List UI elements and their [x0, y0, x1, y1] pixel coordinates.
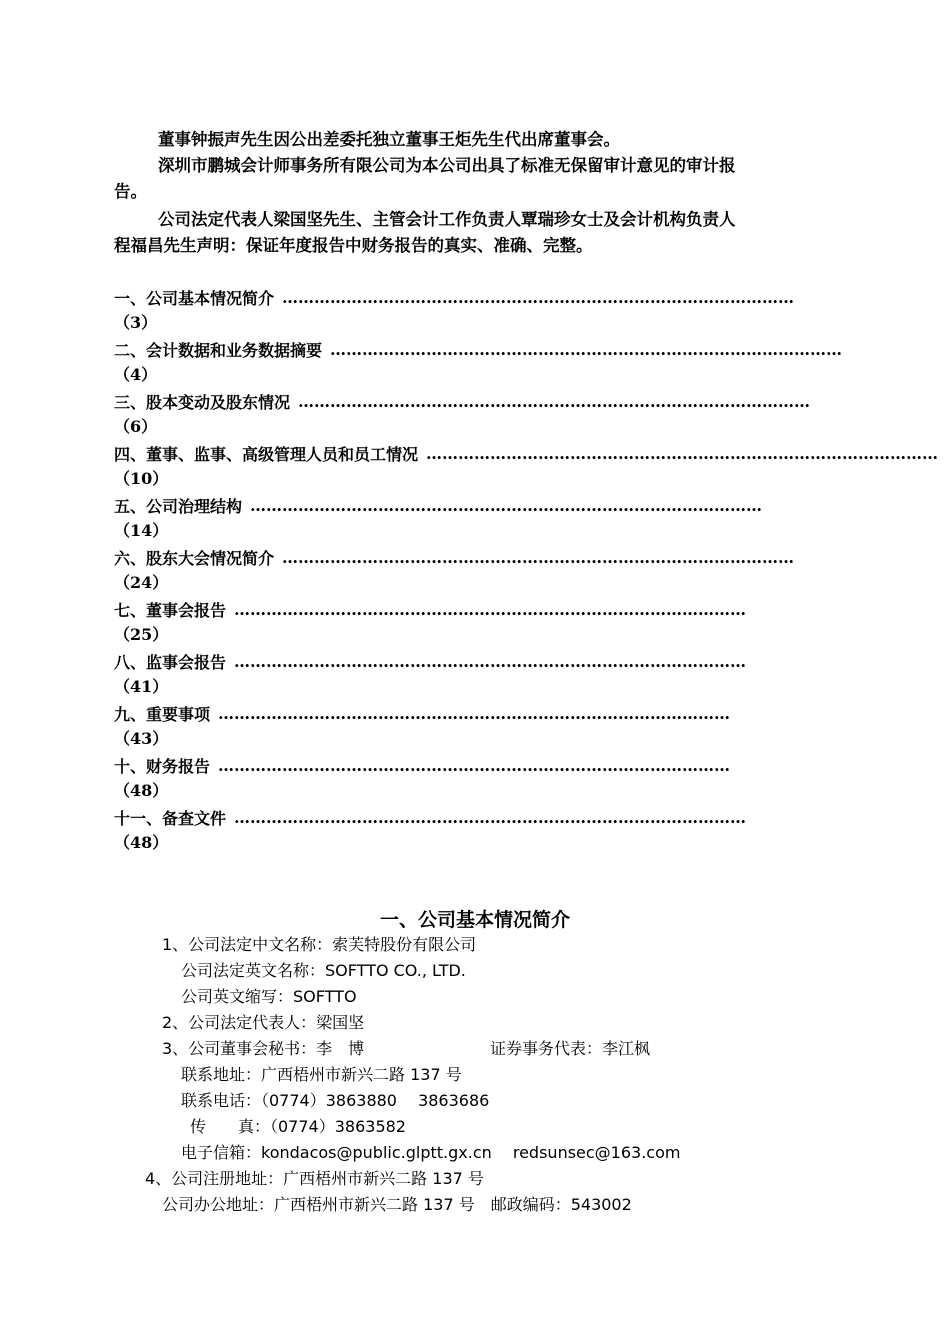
toc-leader-dots: …………………………………………………………………………………… [234, 651, 747, 671]
toc-leader-dots: …………………………………………………………………………………… [282, 287, 795, 307]
intro-line-2a: 深圳市鹏城会计师事务所有限公司为本公司出具了标准无保留审计意见的审计报 [158, 156, 736, 175]
intro-line-3b: 程福昌先生声明：保证年度报告中财务报告的真实、准确、完整。 [114, 236, 593, 255]
contact-phone: 联系电话：（0774）3863880 3863686 [181, 1091, 490, 1110]
company-english-abbr: 公司英文缩写：SOFTTO [181, 987, 357, 1006]
toc-page-number: （10） [114, 469, 169, 488]
toc-item[interactable] [114, 648, 834, 674]
toc-page-number: （6） [114, 417, 158, 436]
toc-page-number: （41） [114, 677, 169, 696]
toc-title: 三、股本变动及股东情况 [114, 392, 291, 412]
toc-page-number: （14） [114, 521, 169, 540]
toc-title: 九、重要事项 [114, 704, 211, 724]
toc-title: 十、财务报告 [114, 756, 211, 776]
toc-leader-dots: …………………………………………………………………………………… [330, 339, 843, 359]
toc-leader-dots: …………………………………………………………………………………… [234, 807, 747, 827]
toc-title: 五、公司治理结构 [114, 496, 243, 516]
company-english-name: 公司法定英文名称：SOFTTO CO., LTD. [181, 961, 466, 980]
toc-leader-dots: …………………………………………………………………………………… [234, 599, 747, 619]
toc-page-number: （24） [114, 573, 169, 592]
toc-leader-dots: …………………………………………………………………………………… [218, 703, 731, 723]
toc-page-number: （48） [114, 833, 169, 852]
toc-leader-dots: …………………………………………………………………………………… [426, 443, 939, 463]
intro-line-2b: 告。 [114, 182, 147, 201]
contact-address: 联系地址：广西梧州市新兴二路 137 号 [181, 1065, 462, 1084]
toc-leader-dots: …………………………………………………………………………………… [298, 391, 811, 411]
board-secretary: 3、公司董事会秘书：李 博 [162, 1039, 365, 1058]
legal-representative: 2、公司法定代表人：梁国坚 [162, 1013, 365, 1032]
toc-title: 八、监事会报告 [114, 652, 227, 672]
toc-leader-dots: …………………………………………………………………………………… [282, 547, 795, 567]
toc-title: 七、董事会报告 [114, 600, 227, 620]
section-heading: 一、公司基本情况简介 [379, 909, 570, 931]
toc-item[interactable] [114, 388, 834, 414]
office-address: 公司办公地址：广西梧州市新兴二路 137 号 邮政编码：543002 [162, 1195, 632, 1214]
toc-item[interactable] [114, 492, 834, 518]
toc-leader-dots: …………………………………………………………………………………… [250, 495, 763, 515]
toc-title: 一、公司基本情况简介 [114, 288, 275, 308]
toc-item[interactable] [114, 544, 834, 570]
toc-page-number: （25） [114, 625, 169, 644]
toc-item[interactable] [114, 440, 939, 466]
securities-representative: 证券事务代表：李江枫 [490, 1039, 651, 1058]
toc-title: 十一、备查文件 [114, 808, 227, 828]
contact-email: 电子信箱：kondacos@public.glptt.gx.cn redsunsec@163.com [181, 1143, 681, 1162]
toc-title: 二、会计数据和业务数据摘要 [114, 340, 323, 360]
toc-page-number: （48） [114, 781, 169, 800]
company-chinese-name: 1、公司法定中文名称：索芙特股份有限公司 [162, 935, 477, 954]
intro-line-1: 董事钟振声先生因公出差委托独立董事王炬先生代出席董事会。 [158, 130, 620, 149]
registered-address: 4、公司注册地址：广西梧州市新兴二路 137 号 [145, 1169, 484, 1188]
intro-line-3a: 公司法定代表人梁国坚先生、主管会计工作负责人覃瑞珍女士及会计机构负责人 [158, 210, 736, 229]
toc-item[interactable] [114, 752, 834, 778]
toc-item[interactable] [114, 336, 843, 362]
toc-item[interactable] [114, 804, 834, 830]
toc-page-number: （3） [114, 313, 158, 332]
toc-page-number: （4） [114, 365, 158, 384]
toc-title: 六、股东大会情况简介 [114, 548, 275, 568]
toc-page-number: （43） [114, 729, 169, 748]
toc-item[interactable] [114, 700, 834, 726]
contact-fax: 传 真：（0774）3863582 [190, 1117, 406, 1136]
toc-leader-dots: …………………………………………………………………………………… [218, 755, 731, 775]
toc-item[interactable] [114, 596, 834, 622]
toc-title: 四、董事、监事、高级管理人员和员工情况 [114, 444, 419, 464]
toc-item[interactable] [114, 284, 834, 310]
